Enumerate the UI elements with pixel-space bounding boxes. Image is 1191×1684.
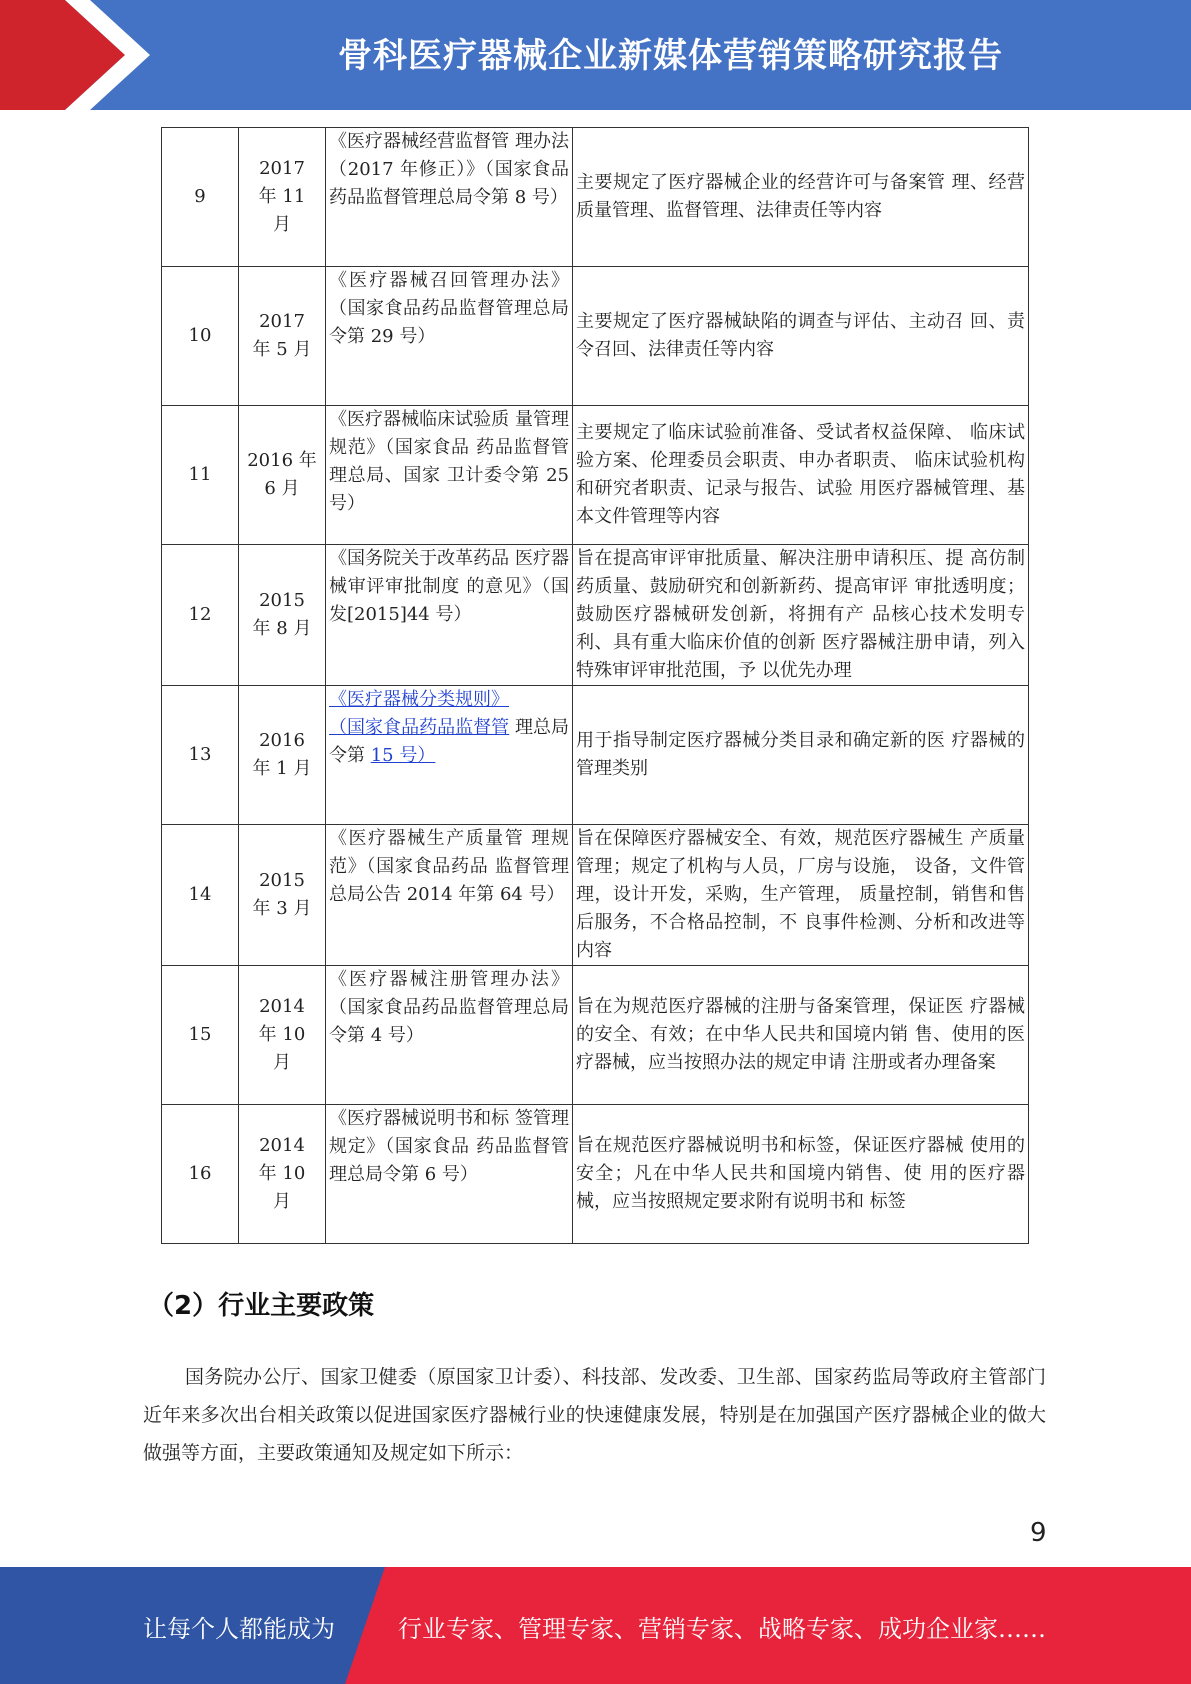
row-date-line: 2015 bbox=[259, 590, 305, 611]
row-number: 9 bbox=[162, 128, 239, 267]
row-description: 主要规定了临床试验前准备、受试者权益保障、 临床试验方案、伦理委员会职责、申办者职责、 临床试验机构和研究者职责、记录与报告、试验 用医疗器械管理、基本文件管理等内容 bbox=[573, 406, 1029, 545]
table-row bbox=[162, 545, 1029, 686]
row-number: 12 bbox=[162, 545, 239, 686]
table-row bbox=[162, 825, 1029, 966]
footer-slogan-right: 行业专家、管理专家、营销专家、战略专家、成功企业家…… bbox=[398, 1615, 1046, 1643]
page-header bbox=[0, 0, 1191, 110]
row-description: 旨在规范医疗器械说明书和标签，保证医疗器械 使用的安全；凡在中华人民共和国境内销售、使 用的医疗器械，应当按照规定要求附有说明书和 标签 bbox=[573, 1105, 1029, 1244]
row-number: 15 bbox=[162, 966, 239, 1105]
row-date bbox=[239, 545, 326, 686]
row-description: 用于指导制定医疗器械分类目录和确定新的医 疗器械的管理类别 bbox=[573, 686, 1029, 825]
table-row bbox=[162, 267, 1029, 406]
regulation-text: 理总局令第 bbox=[329, 717, 570, 766]
row-date bbox=[239, 1105, 326, 1244]
row-date-line: 2017 bbox=[259, 311, 305, 332]
row-regulation-name: 《医疗器械临床试验质 量管理规范》（国家食品 药品监督管理总局、国家 卫计委令第 25 号） bbox=[326, 406, 573, 545]
row-number: 16 bbox=[162, 1105, 239, 1244]
row-date-line: 年 1 月 bbox=[252, 758, 312, 779]
row-date-line: 年 5 月 bbox=[252, 339, 312, 360]
page-number: 9 bbox=[1030, 1518, 1047, 1548]
table-row bbox=[162, 966, 1029, 1105]
report-title: 骨科医疗器械企业新媒体营销策略研究报告 bbox=[338, 36, 1003, 76]
footer-slogan-left: 让每个人都能成为 bbox=[143, 1615, 335, 1643]
row-date-line: 2017 bbox=[259, 158, 305, 179]
row-date-line: 年 8 月 bbox=[252, 618, 312, 639]
row-regulation-name bbox=[326, 686, 573, 825]
row-date-line: 月 bbox=[273, 1191, 291, 1212]
row-date-line: 2014 bbox=[259, 996, 305, 1017]
row-date bbox=[239, 128, 326, 267]
row-number: 10 bbox=[162, 267, 239, 406]
row-number: 14 bbox=[162, 825, 239, 966]
row-description: 主要规定了医疗器械企业的经营许可与备案管 理、经营质量管理、监督管理、法律责任等内容 bbox=[573, 128, 1029, 267]
regulation-link[interactable]: 《医疗器械分类规则》 bbox=[329, 689, 509, 710]
row-date-line: 年 3 月 bbox=[252, 898, 312, 919]
page-footer bbox=[0, 1567, 1191, 1684]
row-date bbox=[239, 825, 326, 966]
row-number: 11 bbox=[162, 406, 239, 545]
regulation-link[interactable]: （国家食品药品监督管 bbox=[329, 717, 510, 738]
row-date-line: 月 bbox=[273, 1052, 291, 1073]
row-date bbox=[239, 267, 326, 406]
row-date-line: 年 10 bbox=[258, 1024, 306, 1045]
row-date-line: 2016 bbox=[259, 730, 305, 751]
row-date-line: 月 bbox=[273, 214, 291, 235]
row-number: 13 bbox=[162, 686, 239, 825]
row-date-line: 年 10 bbox=[258, 1163, 306, 1184]
table-row bbox=[162, 406, 1029, 545]
row-description: 主要规定了医疗器械缺陷的调查与评估、主动召 回、责令召回、法律责任等内容 bbox=[573, 267, 1029, 406]
row-regulation-name: 《医疗器械召回管理办法》（国家食品药品监督管理总局令第 29 号） bbox=[326, 267, 573, 406]
row-regulation-name: 《医疗器械说明书和标 签管理规定》（国家食品 药品监督管理总局令第 6 号） bbox=[326, 1105, 573, 1244]
section-title: （2）行业主要政策 bbox=[148, 1291, 375, 1321]
row-date-line: 2016 年 bbox=[247, 450, 317, 471]
regulation-link[interactable]: 15 号） bbox=[370, 745, 436, 766]
table-row bbox=[162, 128, 1029, 267]
row-date-line: 2015 bbox=[259, 870, 305, 891]
header-chevron-decoration bbox=[0, 0, 160, 110]
row-date-line: 6 月 bbox=[264, 478, 300, 499]
row-date bbox=[239, 406, 326, 545]
table-row bbox=[162, 686, 1029, 825]
section-paragraph: 国务院办公厅、国家卫健委（原国家卫计委）、科技部、发改委、卫生部、国家药监局等政府主管部门近年来多次出台相关政策以促进国家医疗器械行业的快速健康发展，特别是在加强国产医疗器械企业的做大做强等方面，主要政策通知及规定如下所示： bbox=[143, 1366, 1046, 1464]
table-row bbox=[162, 1105, 1029, 1244]
row-description: 旨在提高审评审批质量、解决注册申请积压、提 高仿制药质量、鼓励研究和创新新药、提高审评 审批透明度；鼓励医疗器械研发创新，将拥有产 品核心技术发明专利、具有重大临床价值的创新 医疗器械注册申请，列入特殊审评审批范围，予 以优先办理 bbox=[573, 545, 1029, 686]
policy-table bbox=[161, 127, 1029, 1244]
row-regulation-name: 《医疗器械注册管理办法》（国家食品药品监督管理总局令第 4 号） bbox=[326, 966, 573, 1105]
row-regulation-name: 《医疗器械经营监督管 理办法（2017 年修正）》（国家食品药品监督管理总局令第 8 号） bbox=[326, 128, 573, 267]
row-description: 旨在保障医疗器械安全、有效，规范医疗器械生 产质量管理；规定了机构与人员，厂房与设施， 设备，文件管理，设计开发，采购，生产管理， 质量控制，销售和售后服务，不合格品控制，不 良事件检测、分析和改进等内容 bbox=[573, 825, 1029, 966]
row-date bbox=[239, 966, 326, 1105]
row-date-line: 2014 bbox=[259, 1135, 305, 1156]
row-description: 旨在为规范医疗器械的注册与备案管理，保证医 疗器械的安全、有效；在中华人民共和国境内销 售、使用的医疗器械，应当按照办法的规定申请 注册或者办理备案 bbox=[573, 966, 1029, 1105]
row-date bbox=[239, 686, 326, 825]
row-regulation-name: 《医疗器械生产质量管 理规范》（国家食品药品 监督管理总局公告 2014 年第 64 号） bbox=[326, 825, 573, 966]
row-date-line: 年 11 bbox=[258, 186, 306, 207]
row-regulation-name: 《国务院关于改革药品 医疗器械审评审批制度 的意见》（国发[2015]44 号） bbox=[326, 545, 573, 686]
